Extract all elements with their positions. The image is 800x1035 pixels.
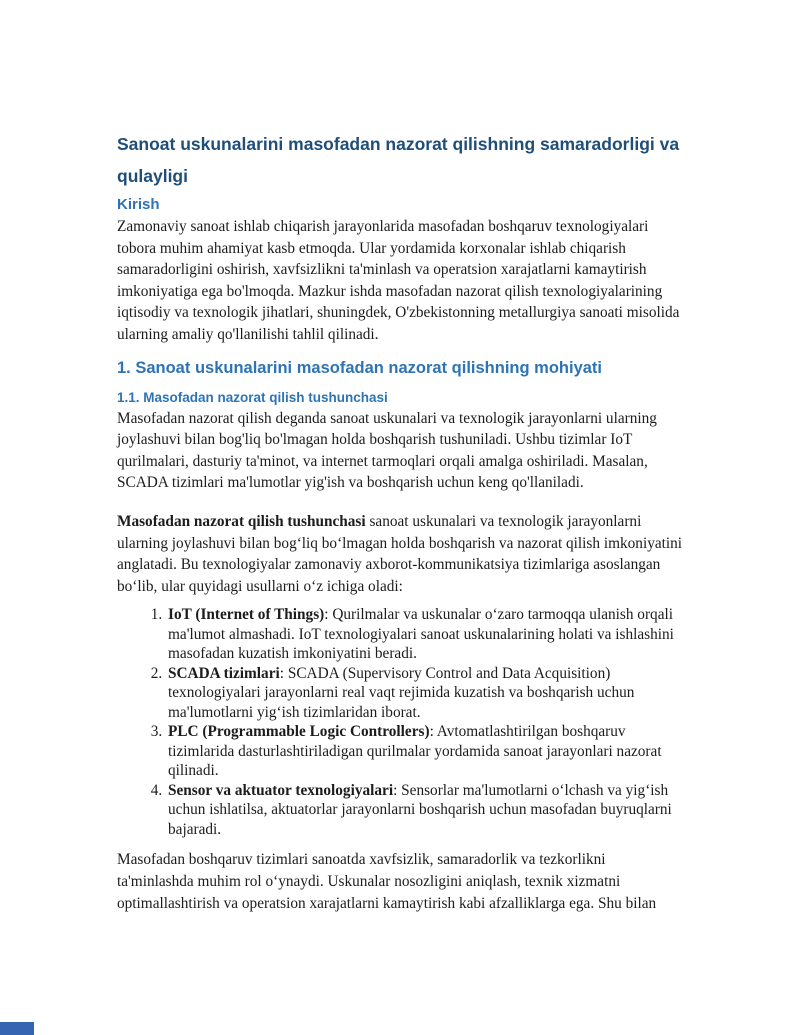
list-item-sensor-aktuator-term: Sensor va aktuator texnologiyalari — [168, 781, 394, 799]
heading-section-1: 1. Sanoat uskunalarini masofadan nazorat qilishning mohiyati — [117, 358, 603, 377]
list-item-plc-description: : Avtomatlashtirilgan boshqaruv tizimlarida dasturlashtiriladigan qurilmalar yordamida sanoat jarayonlari nazorat qilinadi. — [168, 723, 662, 780]
definition-paragraph: Masofadan nazorat qilish deganda sanoat uskunalari va texnologik jarayonlarni ularning joylashuvi bilan bog'liq bo'lmagan holda boshqarish tushuniladi. Ushbu tizimlar IoT qurilmalari, dasturiy ta'minot, va internet tarmoqlari orqali amalga oshiriladi. Masalan, SCADA tizimlari ma'lumotlar yig'ish va boshqarish uchun keng qo'llaniladi. — [117, 409, 657, 492]
heading-kirish: Kirish — [117, 196, 160, 213]
heading-section-1-1: 1.1. Masofadan nazorat qilish tushunchasi — [117, 389, 388, 405]
concept-paragraph-rest: sanoat uskunalari va texnologik jarayonlarni ularning joylashuvi bilan bogʻliq boʻlmagan holda boshqarish va nazorat qilish imkoniyatini anglatadi. Bu texnologiyalar zamonaviy axborot-kommunikatsiya tizimlariga asoslangan boʻlib, ular quyidagi usullarni oʻz ichiga oladi: — [117, 512, 683, 595]
concept-paragraph-bold-lead: Masofadan nazorat qilish tushunchasi — [117, 512, 366, 530]
list-item-sensor-aktuator — [166, 781, 683, 840]
closing-paragraph: Masofadan boshqaruv tizimlari sanoatda xavfsizlik, samaradorlik va tezkorlikni ta'minlashda muhim rol oʻynaydi. Uskunalar nosozligini aniqlash, texnik xizmatni optimallashtirish va operatsion xarajatlarni kamaytirish kabi afzalliklarga ega. Shu bilan — [117, 851, 657, 912]
list-item-iot-description: : Qurilmalar va uskunalar oʻzaro tarmoqqa ulanish orqali ma'lumot almashadi. IoT texnologiyalari sanoat uskunalarining holati va ishlashini masofadan kuzatish imkoniyatini beradi. — [168, 606, 674, 663]
list-item-scada — [166, 664, 683, 723]
list-item-scada-description: : SCADA (Supervisory Control and Data Acquisition) texnologiyalari jarayonlarni real vaqt rejimida kuzatish va boshqarish uchun ma'lumotlarni yigʻish tizimlaridan iborat. — [168, 664, 635, 721]
list-item-iot — [166, 605, 683, 664]
list-item-iot-term: IoT (Internet of Things) — [168, 606, 325, 624]
list-item-scada-term: SCADA tizimlari — [168, 664, 280, 682]
list-item-sensor-aktuator-description: : Sensorlar ma'lumotlarni oʻlchash va yigʻish uchun ishlatilsa, aktuatorlar jarayonlarni boshqarish uchun masofadan buyruqlarni bajaradi. — [168, 781, 672, 838]
intro-paragraph: Zamonaviy sanoat ishlab chiqarish jarayonlarida masofadan boshqaruv texnologiyalari tobora muhim ahamiyat kasb etmoqda. Ular yordamida korxonalar ishlab chiqarish samaradorligini oshirish, xavfsizlikni ta'minlash va operatsion xarajatlarni kamaytirish imkoniyatiga ega bo'lmoqda. Mazkur ishda masofadan nazorat qilish texnologiyalarining iqtisodiy va texnologik jihatlari, shuningdek, O'zbekistonning metallurgiya sanoati misolida ularning amaliy qo'llanilishi tahlil qilinadi. — [117, 218, 680, 343]
methods-numbered-list — [117, 605, 683, 839]
list-item-plc — [166, 722, 683, 781]
list-item-plc-term: PLC (Programmable Logic Controllers) — [168, 723, 430, 741]
page-corner-marker — [0, 1022, 34, 1035]
concept-paragraph — [117, 511, 683, 597]
document-title: Sanoat uskunalarini masofadan nazorat qilishning samaradorligi va qulayligi — [117, 134, 680, 186]
